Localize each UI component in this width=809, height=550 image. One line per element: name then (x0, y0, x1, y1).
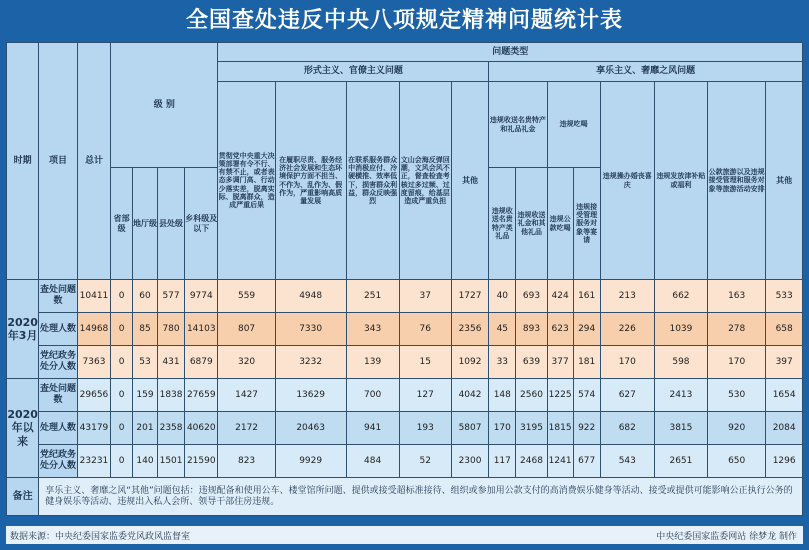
cell-hedonism: 397 (766, 346, 803, 379)
header-gift: 违规收送名贵特产和礼品礼金 (489, 82, 547, 168)
header-problem-type: 问题类型 (218, 43, 803, 62)
cell-formalism: 343 (346, 313, 399, 346)
cell-level: 40620 (185, 412, 218, 445)
row-item-label: 处理人数 (39, 412, 78, 445)
header-total: 总计 (77, 43, 110, 280)
cell-level: 60 (133, 280, 158, 313)
header-period: 时期 (7, 43, 39, 280)
cell-hedonism: 574 (573, 379, 600, 412)
cell-hedonism: 2413 (654, 379, 707, 412)
cell-level: 1501 (158, 445, 185, 478)
header-level-province: 省部级 (111, 168, 133, 280)
header-hedonism-col-1: 违规操办婚丧喜庆 (600, 82, 654, 280)
note-label: 备注 (7, 478, 39, 516)
cell-hedonism: 530 (708, 379, 766, 412)
period-label: 2020年以来 (7, 379, 39, 478)
footer (6, 526, 803, 544)
cell-level: 577 (158, 280, 185, 313)
cell-hedonism: 2651 (654, 445, 707, 478)
cell-level: 14103 (185, 313, 218, 346)
cell-hedonism: 377 (547, 346, 573, 379)
cell-formalism: 2172 (218, 412, 275, 445)
header-item: 项目 (39, 43, 78, 280)
cell-formalism: 76 (399, 313, 451, 346)
row-item-label: 查处问题数 (39, 280, 78, 313)
cell-level: 159 (133, 379, 158, 412)
cell-formalism: 37 (399, 280, 451, 313)
note-text: 享乐主义、奢靡之风“其他”问题包括：违规配备和使用公车、楼堂馆所问题、提供或接受超标准接待、组织或参加用公款支付的高消费娱乐健身等活动、接受或提供可能影响公正执行公务的健身娱乐等活动、违规出入私人会所、领导干部住房违规。 (39, 478, 803, 516)
cell-level: 0 (111, 280, 133, 313)
table-row (7, 346, 803, 379)
header-formalism-col-1: 贯彻党中央重大决策部署有令不行、有禁不止，或者表态多调门高、行动少落实差，脱离实际、脱离群众，造成严重后果 (218, 82, 275, 280)
cell-formalism: 1427 (218, 379, 275, 412)
cell-formalism: 5807 (451, 412, 489, 445)
footer-credit: 中央纪委国家监委网站 徐梦龙 制作 (656, 532, 797, 542)
cell-level: 0 (111, 445, 133, 478)
header-hedonism-other: 其他 (766, 82, 803, 280)
cell-formalism: 127 (399, 379, 451, 412)
cell-hedonism: 650 (708, 445, 766, 478)
cell-hedonism: 148 (489, 379, 516, 412)
cell-level: 0 (111, 346, 133, 379)
cell-hedonism: 3195 (516, 412, 547, 445)
cell-level: 431 (158, 346, 185, 379)
cell-hedonism: 922 (573, 412, 600, 445)
header-level-county: 县处级 (158, 168, 185, 280)
cell-formalism: 251 (346, 280, 399, 313)
table-row (7, 445, 803, 478)
cell-formalism: 1727 (451, 280, 489, 313)
table-row (7, 313, 803, 346)
footer-source: 数据来源：中央纪委国家监委党风政风监督室 (10, 532, 191, 542)
cell-formalism: 4042 (451, 379, 489, 412)
table-row (7, 280, 803, 313)
cell-hedonism: 543 (600, 445, 654, 478)
cell-level: 21590 (185, 445, 218, 478)
cell-formalism: 193 (399, 412, 451, 445)
cell-level: 0 (111, 379, 133, 412)
header-gift-col-2: 违规收送礼金和其他礼品 (516, 168, 547, 280)
cell-formalism: 807 (218, 313, 275, 346)
cell-hedonism: 117 (489, 445, 516, 478)
header-formalism: 形式主义、官僚主义问题 (218, 62, 489, 82)
cell-formalism: 941 (346, 412, 399, 445)
cell-hedonism: 662 (654, 280, 707, 313)
cell-formalism: 9929 (275, 445, 346, 478)
table-row (7, 379, 803, 412)
cell-hedonism: 2468 (516, 445, 547, 478)
row-item-label: 党纪政务处分人数 (39, 346, 78, 379)
table-row (7, 412, 803, 445)
cell-hedonism: 3815 (654, 412, 707, 445)
cell-formalism: 20463 (275, 412, 346, 445)
header-level-bureau: 地厅级 (133, 168, 158, 280)
cell-hedonism: 682 (600, 412, 654, 445)
header-level-township: 乡科级及以下 (185, 168, 218, 280)
cell-hedonism: 213 (600, 280, 654, 313)
header-formalism-other: 其他 (451, 82, 489, 280)
header-hedonism-col-2: 违规发放津补贴或福利 (654, 82, 707, 280)
cell-formalism: 700 (346, 379, 399, 412)
cell-hedonism: 2560 (516, 379, 547, 412)
cell-formalism: 7330 (275, 313, 346, 346)
cell-hedonism: 1296 (766, 445, 803, 478)
cell-hedonism: 677 (573, 445, 600, 478)
header-hedonism-col-3: 公款旅游以及违规接受管理和服务对象等旅游活动安排 (708, 82, 766, 280)
row-item-label: 查处问题数 (39, 379, 78, 412)
cell-level: 6879 (185, 346, 218, 379)
cell-hedonism: 170 (600, 346, 654, 379)
header-formalism-col-2: 在履职尽责、服务经济社会发展和生态环境保护方面不担当、不作为、乱作为、假作为，严重影响高质量发展 (275, 82, 346, 280)
cell-total: 7363 (77, 346, 110, 379)
cell-hedonism: 170 (489, 412, 516, 445)
cell-hedonism: 1241 (547, 445, 573, 478)
cell-level: 2358 (158, 412, 185, 445)
cell-hedonism: 1654 (766, 379, 803, 412)
cell-hedonism: 639 (516, 346, 547, 379)
cell-formalism: 559 (218, 280, 275, 313)
cell-hedonism: 920 (708, 412, 766, 445)
header-hedonism: 享乐主义、奢靡之风问题 (489, 62, 803, 82)
cell-level: 140 (133, 445, 158, 478)
cell-hedonism: 1815 (547, 412, 573, 445)
cell-level: 9774 (185, 280, 218, 313)
cell-hedonism: 40 (489, 280, 516, 313)
cell-level: 0 (111, 412, 133, 445)
cell-level: 53 (133, 346, 158, 379)
row-item-label: 党纪政务处分人数 (39, 445, 78, 478)
cell-formalism: 15 (399, 346, 451, 379)
cell-formalism: 13629 (275, 379, 346, 412)
cell-hedonism: 226 (600, 313, 654, 346)
cell-hedonism: 1225 (547, 379, 573, 412)
cell-level: 201 (133, 412, 158, 445)
cell-hedonism: 2084 (766, 412, 803, 445)
cell-total: 29656 (77, 379, 110, 412)
cell-formalism: 4948 (275, 280, 346, 313)
header-eating-col-1: 违规公款吃喝 (547, 168, 573, 280)
cell-formalism: 1092 (451, 346, 489, 379)
row-item-label: 处理人数 (39, 313, 78, 346)
cell-formalism: 320 (218, 346, 275, 379)
cell-hedonism: 163 (708, 280, 766, 313)
cell-hedonism: 893 (516, 313, 547, 346)
cell-hedonism: 627 (600, 379, 654, 412)
cell-formalism: 3232 (275, 346, 346, 379)
cell-level: 0 (111, 313, 133, 346)
cell-hedonism: 170 (708, 346, 766, 379)
header-eating-col-2: 违规接受管理服务对象等宴请 (573, 168, 600, 280)
cell-formalism: 823 (218, 445, 275, 478)
cell-hedonism: 533 (766, 280, 803, 313)
cell-hedonism: 33 (489, 346, 516, 379)
cell-total: 14968 (77, 313, 110, 346)
cell-total: 10411 (77, 280, 110, 313)
cell-formalism: 484 (346, 445, 399, 478)
cell-hedonism: 45 (489, 313, 516, 346)
cell-hedonism: 424 (547, 280, 573, 313)
cell-hedonism: 181 (573, 346, 600, 379)
cell-hedonism: 1039 (654, 313, 707, 346)
cell-hedonism: 623 (547, 313, 573, 346)
header-gift-col-1: 违规收送名贵特产类礼品 (489, 168, 516, 280)
cell-hedonism: 278 (708, 313, 766, 346)
cell-hedonism: 161 (573, 280, 600, 313)
cell-level: 27659 (185, 379, 218, 412)
header-level: 级 别 (111, 43, 218, 168)
header-formalism-col-4: 文山会海反弹回潮，文风会风不正，督查检查考核过多过频、过度留痕，给基层造成严重负担 (399, 82, 451, 280)
cell-level: 1838 (158, 379, 185, 412)
statistics-table (6, 42, 803, 516)
cell-total: 43179 (77, 412, 110, 445)
period-label: 2020年3月 (7, 280, 39, 379)
cell-total: 23231 (77, 445, 110, 478)
cell-hedonism: 294 (573, 313, 600, 346)
cell-level: 780 (158, 313, 185, 346)
header-eating: 违规吃喝 (547, 82, 600, 168)
cell-formalism: 2300 (451, 445, 489, 478)
table-body (7, 280, 803, 478)
header-formalism-col-3: 在联系服务群众中消极应付、冷硬横推、效率低下，损害群众利益，群众反映强烈 (346, 82, 399, 280)
cell-hedonism: 658 (766, 313, 803, 346)
page-title: 全国查处违反中央八项规定精神问题统计表 (185, 8, 623, 33)
cell-hedonism: 598 (654, 346, 707, 379)
cell-formalism: 2356 (451, 313, 489, 346)
cell-formalism: 52 (399, 445, 451, 478)
cell-formalism: 139 (346, 346, 399, 379)
cell-hedonism: 693 (516, 280, 547, 313)
cell-level: 85 (133, 313, 158, 346)
